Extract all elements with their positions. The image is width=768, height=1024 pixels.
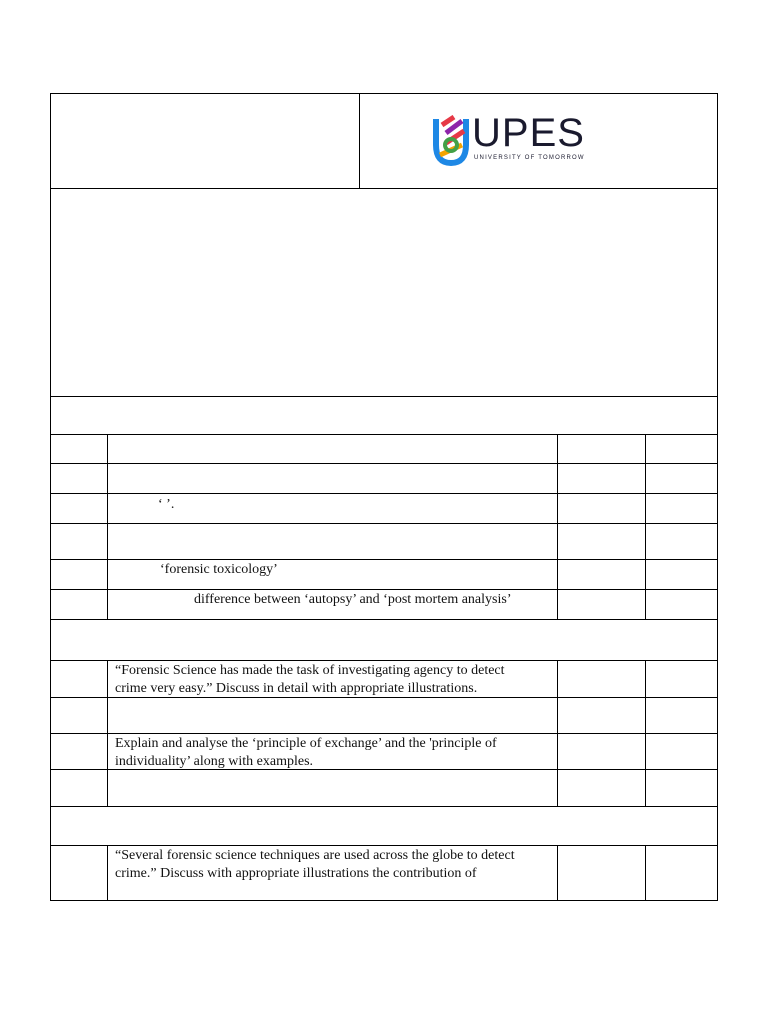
row-rule <box>50 463 718 464</box>
column-rule <box>557 434 558 619</box>
row-rule <box>50 493 718 494</box>
row-rule <box>50 806 718 807</box>
row-rule <box>50 559 718 560</box>
question-text: difference between ‘autopsy’ and ‘post mortem analysis’ <box>194 592 512 607</box>
column-rule <box>557 845 558 900</box>
row-rule <box>50 434 718 435</box>
column-rule <box>107 434 108 619</box>
question-text: ‘forensic toxicology’ <box>160 562 278 577</box>
row-rule <box>50 845 718 846</box>
row-rule <box>50 733 718 734</box>
logo-subtitle: UNIVERSITY OF TOMORROW <box>474 155 585 161</box>
upes-shield-icon <box>432 115 470 167</box>
row-rule <box>50 589 718 590</box>
column-rule <box>107 660 108 806</box>
question-text: ‘ ’. <box>158 497 175 512</box>
row-rule <box>50 619 718 620</box>
question-text-line2: crime.” Discuss with appropriate illustrations the contribution of <box>115 866 477 881</box>
header-divider <box>359 93 360 188</box>
question-text-line1: “Several forensic science techniques are used across the globe to detect <box>115 848 515 863</box>
column-rule <box>557 660 558 806</box>
row-rule <box>50 396 718 397</box>
question-text-line2: crime very easy.” Discuss in detail with appropriate illustrations. <box>115 681 478 696</box>
column-rule <box>645 434 646 619</box>
row-rule <box>50 188 718 189</box>
column-rule <box>107 845 108 900</box>
question-text-line2: individuality’ along with examples. <box>115 754 314 769</box>
logo-wordmark: UPES <box>472 111 585 155</box>
row-rule <box>50 523 718 524</box>
column-rule <box>645 660 646 806</box>
upes-logo <box>432 113 588 167</box>
column-rule <box>645 845 646 900</box>
question-text-line1: Explain and analyse the ‘principle of exchange’ and the 'principle of <box>115 736 497 751</box>
question-text-line1: “Forensic Science has made the task of investigating agency to detect <box>115 663 505 678</box>
row-rule <box>50 660 718 661</box>
question-paper-table <box>50 93 718 901</box>
